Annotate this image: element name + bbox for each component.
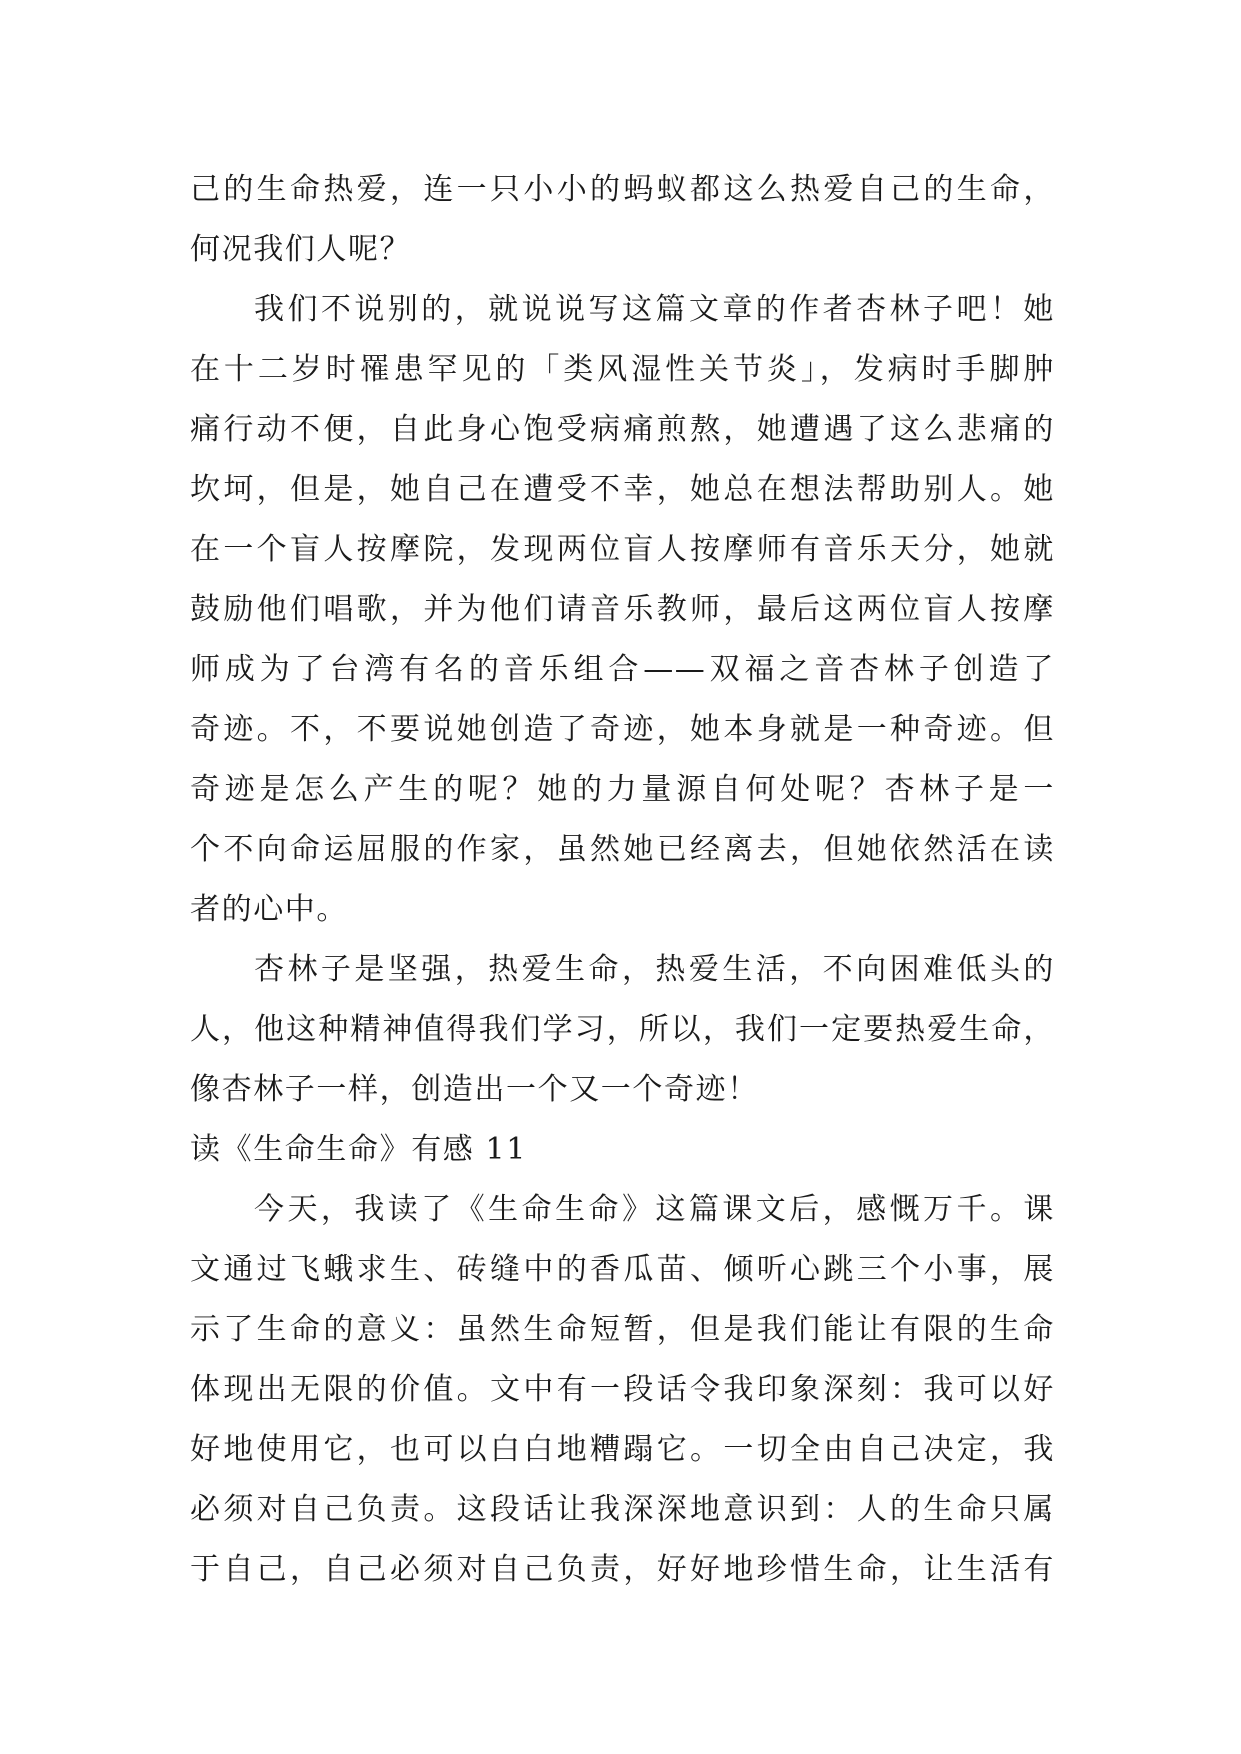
paragraph-line: 文通过飞蛾求生、砖缝中的香瓜苗、倾听心跳三个小事，展	[190, 1252, 1055, 1287]
document-body	[190, 160, 1055, 1600]
paragraph-line: 今天，我读了《生命生命》这篇课文后，感慨万千。课	[254, 1192, 1055, 1227]
paragraph-line: 奇迹是怎么产生的呢？她的力量源自何处呢？杏林子是一	[190, 772, 1055, 807]
paragraph-line: 像杏林子一样，创造出一个又一个奇迹！	[190, 1072, 759, 1107]
paragraph-line: 于自己，自己必须对自己负责，好好地珍惜生命，让生活有	[190, 1552, 1055, 1587]
paragraph-line: 体现出无限的价值。文中有一段话令我印象深刻：我可以好	[190, 1372, 1055, 1407]
paragraph-line: 必须对自己负责。这段话让我深深地意识到：人的生命只属	[190, 1492, 1055, 1527]
paragraph-line: 在十二岁时罹患罕见的「类风湿性关节炎」，发病时手脚肿	[190, 352, 1055, 387]
paragraph-line: 杏林子是坚强，热爱生命，热爱生活，不向困难低头的	[254, 952, 1055, 987]
paragraph-line: 己的生命热爱，连一只小小的蚂蚁都这么热爱自己的生命，	[190, 172, 1055, 207]
section-heading: 读《生命生命》有感 11	[190, 1132, 527, 1167]
paragraph-line: 好地使用它，也可以白白地糟蹋它。一切全由自己决定，我	[190, 1432, 1055, 1467]
paragraph-line: 奇迹。不，不要说她创造了奇迹，她本身就是一种奇迹。但	[190, 712, 1055, 747]
paragraph-line: 在一个盲人按摩院，发现两位盲人按摩师有音乐天分，她就	[190, 532, 1055, 567]
paragraph-line: 痛行动不便，自此身心饱受病痛煎熬，她遭遇了这么悲痛的	[190, 412, 1055, 447]
paragraph-line: 个不向命运屈服的作家，虽然她已经离去，但她依然活在读	[190, 832, 1055, 867]
paragraph-line: 坎坷，但是，她自己在遭受不幸，她总在想法帮助别人。她	[190, 472, 1055, 507]
paragraph-line: 鼓励他们唱歌，并为他们请音乐教师，最后这两位盲人按摩	[190, 592, 1055, 627]
paragraph-line: 何况我们人呢？	[190, 232, 412, 267]
paragraph-line: 人，他这种精神值得我们学习，所以，我们一定要热爱生命，	[190, 1012, 1055, 1047]
paragraph-line: 师成为了台湾有名的音乐组合——双福之音杏林子创造了	[190, 652, 1055, 687]
paragraph-line: 者的心中。	[190, 892, 348, 927]
paragraph-line: 我们不说别的，就说说写这篇文章的作者杏林子吧！她	[254, 292, 1055, 327]
paragraph-line: 示了生命的意义：虽然生命短暂，但是我们能让有限的生命	[190, 1312, 1055, 1347]
